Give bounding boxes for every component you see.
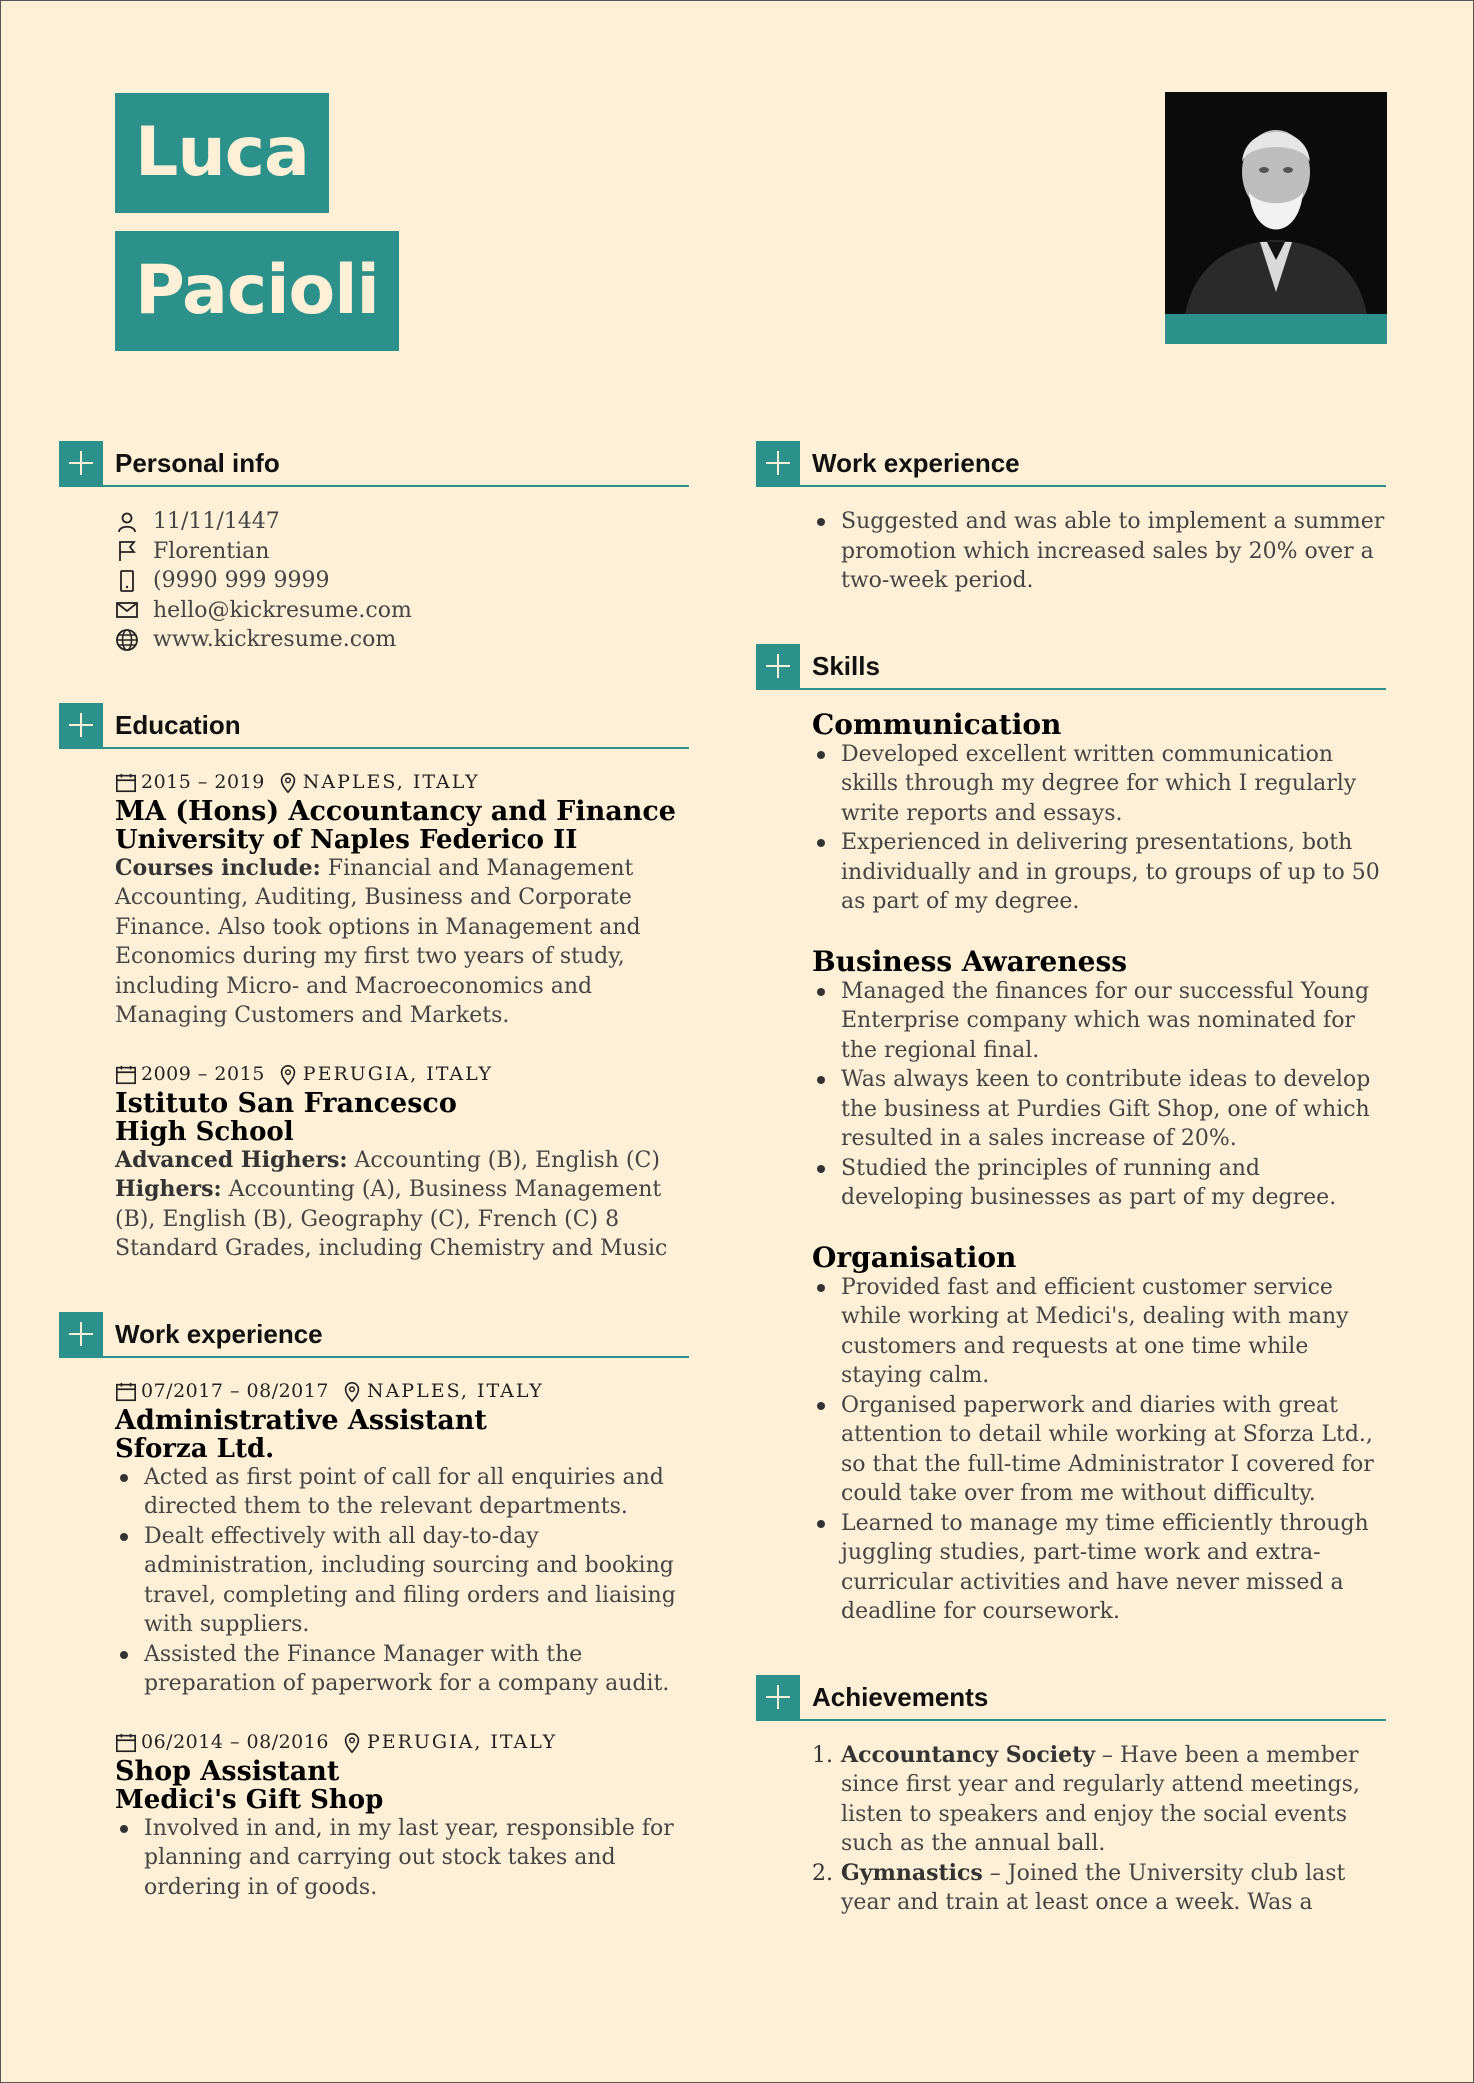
info-row-birthdate — [115, 507, 689, 537]
entry-dates: 2009 – 2015 — [141, 1062, 265, 1085]
education-section — [59, 703, 689, 1264]
profile-photo — [1165, 92, 1387, 344]
entry-location: NAPLES, ITALY — [366, 1379, 544, 1402]
mail-icon — [115, 598, 139, 622]
last-name: Pacioli — [115, 231, 399, 351]
list-item: Organised paperwork and diaries with great attention to detail while working at Sforza Ltd., so that the full-time Administrator I covered for could take over from me without difficulty. — [841, 1391, 1386, 1509]
plus-icon — [756, 1675, 800, 1719]
plus-icon — [59, 1312, 103, 1356]
location-pin-icon — [277, 772, 299, 794]
list-item: Learned to manage my time efficiently through juggling studies, part-time work and extra-curricular activities and have never missed a deadline for coursework. — [841, 1509, 1386, 1627]
list-item: 1. Accountancy Society – Have been a member since first year and regularly attend meetings, listen to speakers and enjoy the social events such as the annual ball. — [812, 1741, 1360, 1856]
list-item: Experienced in delivering presentations, both individually and in groups, to groups of up to 50 as part of my degree. — [841, 828, 1386, 917]
list-item: Dealt effectively with all day-to-day administration, including sourcing and booking travel, completing and filing orders and liaising with suppliers. — [144, 1522, 689, 1640]
list-item: Assisted the Finance Manager with the preparation of paperwork for a company audit. — [144, 1640, 689, 1699]
birthdate-text: 11/11/1447 — [153, 509, 280, 534]
school-name: High School — [115, 1116, 294, 1147]
work-bullets — [812, 507, 1386, 596]
nationality-text: Florentian — [153, 538, 270, 564]
degree-title: Istituto San Francesco — [115, 1087, 457, 1119]
plus-icon — [756, 644, 800, 688]
job-bullets — [115, 1814, 689, 1903]
grades-line: Highers: Accounting (A), Business Management (B), English (B), Geography (C), French (C) 8 Standard Grades, including Chemistry and Music — [115, 1176, 668, 1261]
list-item: Provided fast and efficient customer service while working at Medici's, dealing with many customers and requests at one time while staying calm. — [841, 1273, 1386, 1391]
skill-bullets — [812, 977, 1386, 1213]
person-icon — [115, 510, 139, 534]
skill-bullets — [812, 1273, 1386, 1627]
info-row-nationality — [115, 537, 689, 567]
flag-icon — [115, 539, 139, 563]
job-title: Administrative Assistant — [115, 1404, 487, 1436]
list-item: Suggested and was able to implement a summer promotion which increased sales by 20% over a two-week period. — [841, 507, 1386, 596]
section-title: Skills — [812, 650, 880, 681]
location-pin-icon — [341, 1381, 363, 1403]
section-header — [756, 644, 1386, 690]
job-entry — [115, 1729, 689, 1903]
email-link[interactable]: hello@kickresume.com — [153, 597, 412, 623]
phone-text: (9990 999 9999 — [153, 568, 330, 593]
personal-info-section — [59, 441, 689, 655]
calendar-icon — [115, 1064, 137, 1086]
section-header — [59, 703, 689, 749]
degree-title: MA (Hons) Accountancy and Finance — [115, 795, 676, 827]
achievements-section — [756, 1675, 1386, 1918]
skills-section — [756, 644, 1386, 1627]
skill-group — [812, 707, 1386, 917]
list-item: 2. Gymnastics – Joined the University club last year and train at least once a week. Was a — [812, 1859, 1346, 1915]
section-title: Education — [115, 709, 241, 740]
calendar-icon — [115, 1732, 137, 1754]
job-bullets — [115, 1463, 689, 1699]
entry-dates: 2015 – 2019 — [141, 770, 265, 793]
website-link[interactable]: www.kickresume.com — [153, 627, 397, 652]
globe-icon — [115, 628, 139, 652]
school-name: University of Naples Federico II — [115, 824, 578, 855]
section-header — [756, 441, 1386, 487]
first-name: Luca — [115, 93, 329, 213]
list-item: Acted as first point of call for all enquiries and directed them to the relevant departments. — [144, 1463, 689, 1522]
job-title: Shop Assistant — [115, 1755, 340, 1787]
plus-icon — [59, 703, 103, 747]
achievements-list — [812, 1741, 1386, 1918]
section-header — [59, 441, 689, 487]
list-item: Managed the finances for our successful Young Enterprise company which was nominated for the regional final. — [841, 977, 1386, 1066]
plus-icon — [756, 441, 800, 485]
grades-line: Advanced Highers: Accounting (B), English (C) — [115, 1146, 660, 1173]
entry-dates: 07/2017 – 08/2017 — [141, 1379, 329, 1402]
section-title: Work experience — [812, 448, 1020, 478]
work-experience-section-left — [59, 1312, 689, 1903]
entry-location: PERUGIA, ITALY — [302, 1062, 494, 1085]
skill-group — [812, 944, 1386, 1213]
entry-location: NAPLES, ITALY — [302, 770, 480, 793]
list-item: Studied the principles of running and developing businesses as part of my degree. — [841, 1154, 1386, 1213]
info-row-website — [115, 625, 689, 655]
section-title: Work experience — [115, 1318, 323, 1349]
left-column — [59, 441, 689, 1950]
location-pin-icon — [277, 1064, 299, 1086]
section-header — [59, 1312, 689, 1358]
work-experience-section-right — [756, 441, 1386, 596]
list-item: Was always keen to contribute ideas to develop the business at Purdies Gift Shop, one of which resulted in a sales increase of 20%. — [841, 1065, 1386, 1154]
calendar-icon — [115, 772, 137, 794]
entry-location: PERUGIA, ITALY — [366, 1730, 558, 1753]
list-item: Involved in and, in my last year, responsible for planning and carrying out stock takes and ordering in of goods. — [144, 1814, 689, 1903]
skill-bullets — [812, 740, 1386, 917]
courses-text: Courses include: Financial and Management Accounting, Auditing, Business and Corporate Finance. Also took options in Management and Economics during my first two years of study, including Micro- and Macroeconomics and Managing Customers and Markets. — [115, 854, 641, 1028]
plus-icon — [59, 441, 103, 485]
right-column — [756, 441, 1386, 1966]
skill-group-title: Business Awareness — [812, 944, 1127, 978]
calendar-icon — [115, 1381, 137, 1403]
section-header — [756, 1675, 1386, 1721]
company-name: Sforza Ltd. — [115, 1433, 275, 1464]
info-row-email — [115, 596, 689, 626]
location-pin-icon — [341, 1732, 363, 1754]
skill-group-title: Communication — [812, 707, 1062, 741]
education-entry — [115, 1061, 689, 1264]
phone-icon — [115, 569, 139, 593]
job-entry — [115, 1378, 689, 1699]
section-title: Personal info — [115, 448, 280, 478]
entry-dates: 06/2014 – 08/2016 — [141, 1730, 329, 1753]
info-row-phone — [115, 566, 689, 596]
list-item: Developed excellent written communication skills through my degree for which I regularly write reports and essays. — [841, 740, 1386, 829]
section-title: Achievements — [812, 1681, 989, 1712]
company-name: Medici's Gift Shop — [115, 1784, 384, 1815]
education-entry — [115, 769, 689, 1031]
skill-group — [812, 1240, 1386, 1627]
skill-group-title: Organisation — [812, 1240, 1017, 1274]
